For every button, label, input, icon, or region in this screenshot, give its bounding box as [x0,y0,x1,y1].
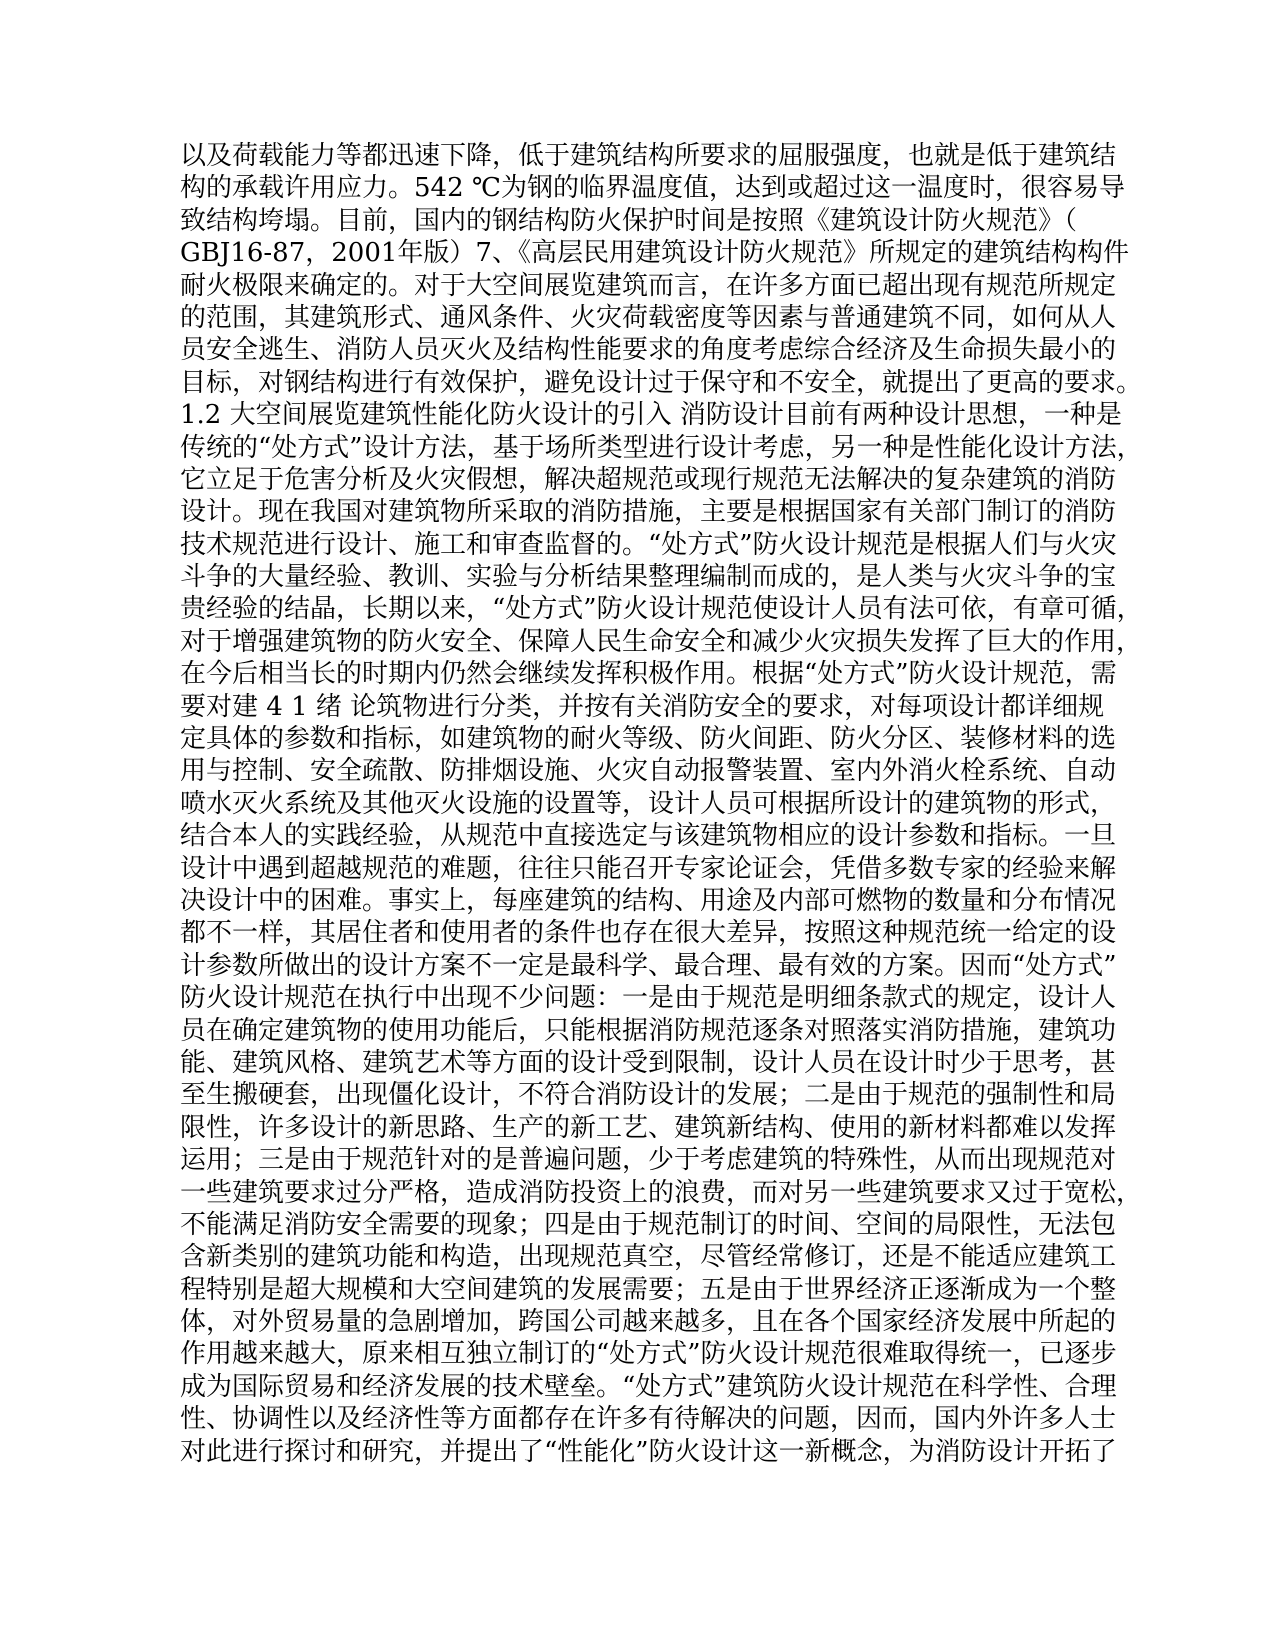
text-line: 贵经验的结晶，长期以来，“处方式”防火设计规范使设计人员有法可依，有章可循， [180,594,1143,625]
text-line: 以及荷载能力等都迅速下降，低于建筑结构所要求的屈服强度，也就是低于建筑结 [180,141,1117,171]
text-line: 限性，许多设计的新思路、生产的新工艺、建筑新结构、使用的新材料都难以发挥 [180,1112,1117,1143]
text-line: 含新类别的建筑功能和构造，出现规范真空，尽管经常修订，还是不能适应建筑工 [180,1242,1117,1273]
text-line: 对此进行探讨和研究，并提出了“性能化”防火设计这一新概念，为消防设计开拓了 [180,1436,1117,1467]
text-line: 斗争的大量经验、教训、实验与分析结果整理编制而成的，是人类与火灾斗争的宝 [180,562,1117,593]
text-line: 要对建 4 1 绪 论筑物进行分类，并按有关消防安全的要求，对每项设计都详细规 [180,691,1105,722]
text-line: 计参数所做出的设计方案不一定是最科学、最合理、最有效的方案。因而“处方式” [180,950,1117,981]
document-body [180,140,1143,1468]
text-line: 目标，对钢结构进行有效保护，避免设计过于保守和不安全，就提出了更高的要求。 [180,367,1143,398]
section-heading-line: 1.2 大空间展览建筑性能化防火设计的引入 消防设计目前有两种设计思想，一种是 [180,400,1122,431]
text-line: 程特别是超大规模和大空间建筑的发展需要；五是由于世界经济正逐渐成为一个整 [180,1274,1117,1305]
text-line: 定具体的参数和指标，如建筑物的耐火等级、防火间距、防火分区、装修材料的选 [180,724,1117,755]
text-line: 耐火极限来确定的。对于大空间展览建筑而言，在许多方面已超出现有规范所规定 [180,270,1117,301]
text-line: 员安全逃生、消防人员灭火及结构性能要求的角度考虑综合经济及生命损失最小的 [180,335,1117,366]
text-line: 喷水灭火系统及其他灭火设施的设置等，设计人员可根据所设计的建筑物的形式， [180,788,1117,819]
text-line: GBJ16-87，2001年版）7、《高层民用建筑设计防火规范》所规定的建筑结构构件 [180,238,1129,269]
text-line: 技术规范进行设计、施工和审查监督的。“处方式”防火设计规范是根据人们与火灾 [180,529,1117,560]
text-line: 不能满足消防安全需要的现象；四是由于规范制订的时间、空间的局限性，无法包 [180,1209,1117,1240]
text-line: 的范围，其建筑形式、通风条件、火灾荷载密度等因素与普通建筑不同，如何从人 [180,302,1117,333]
text-line: 传统的“处方式”设计方法，基于场所类型进行设计考虑，另一种是性能化设计方法， [180,432,1143,463]
text-line: 体，对外贸易量的急剧增加，跨国公司越来越多，且在各个国家经济发展中所起的 [180,1307,1117,1338]
text-line: 用与控制、安全疏散、防排烟设施、火灾自动报警装置、室内外消火栓系统、自动 [180,756,1117,787]
text-line: 性、协调性以及经济性等方面都存在许多有待解决的问题，因而，国内外许多人士 [180,1404,1117,1435]
text-line: 它立足于危害分析及火灾假想，解决超规范或现行规范无法解决的复杂建筑的消防 [180,464,1117,495]
text-line: 至生搬硬套，出现僵化设计，不符合消防设计的发展；二是由于规范的强制性和局 [180,1080,1117,1111]
text-line: 运用；三是由于规范针对的是普遍问题，少于考虑建筑的特殊性，从而出现规范对 [180,1145,1117,1176]
text-line: 结合本人的实践经验，从规范中直接选定与该建筑物相应的设计参数和指标。一旦 [180,821,1117,852]
text-line: 对于增强建筑物的防火安全、保障人民生命安全和减少火灾损失发挥了巨大的作用， [180,626,1143,657]
text-line: 设计。现在我国对建筑物所采取的消防措施，主要是根据国家有关部门制订的消防 [180,497,1117,528]
text-line: 作用越来越大，原来相互独立制订的“处方式”防火设计规范很难取得统一，已逐步 [180,1339,1117,1370]
text-line: 防火设计规范在执行中出现不少问题：一是由于规范是明细条款式的规定，设计人 [180,983,1117,1014]
text-line: 致结构垮塌。目前，国内的钢结构防火保护时间是按照《建筑设计防火规范》（ [180,205,1078,236]
text-line: 设计中遇到超越规范的难题，往往只能召开专家论证会，凭借多数专家的经验来解 [180,853,1117,884]
text-line: 决设计中的困难。事实上，每座建筑的结构、用途及内部可燃物的数量和分布情况 [180,885,1117,916]
text-line: 在今后相当长的时期内仍然会继续发挥积极作用。根据“处方式”防火设计规范，需 [180,659,1117,690]
text-line: 一些建筑要求过分严格，造成消防投资上的浪费，而对另一些建筑要求又过于宽松， [180,1177,1143,1208]
text-line: 员在确定建筑物的使用功能后，只能根据消防规范逐条对照落实消防措施，建筑功 [180,1015,1117,1046]
text-line: 构的承载许用应力。542 ℃为钢的临界温度值，达到或超过这一温度时，很容易导 [180,173,1125,204]
text-line: 能、建筑风格、建筑艺术等方面的设计受到限制，设计人员在设计时少于思考，甚 [180,1047,1117,1078]
text-line: 都不一样，其居住者和使用者的条件也存在很大差异，按照这种规范统一给定的设 [180,918,1117,949]
text-line: 成为国际贸易和经济发展的技术壁垒。“处方式”建筑防火设计规范在科学性、合理 [180,1371,1117,1402]
